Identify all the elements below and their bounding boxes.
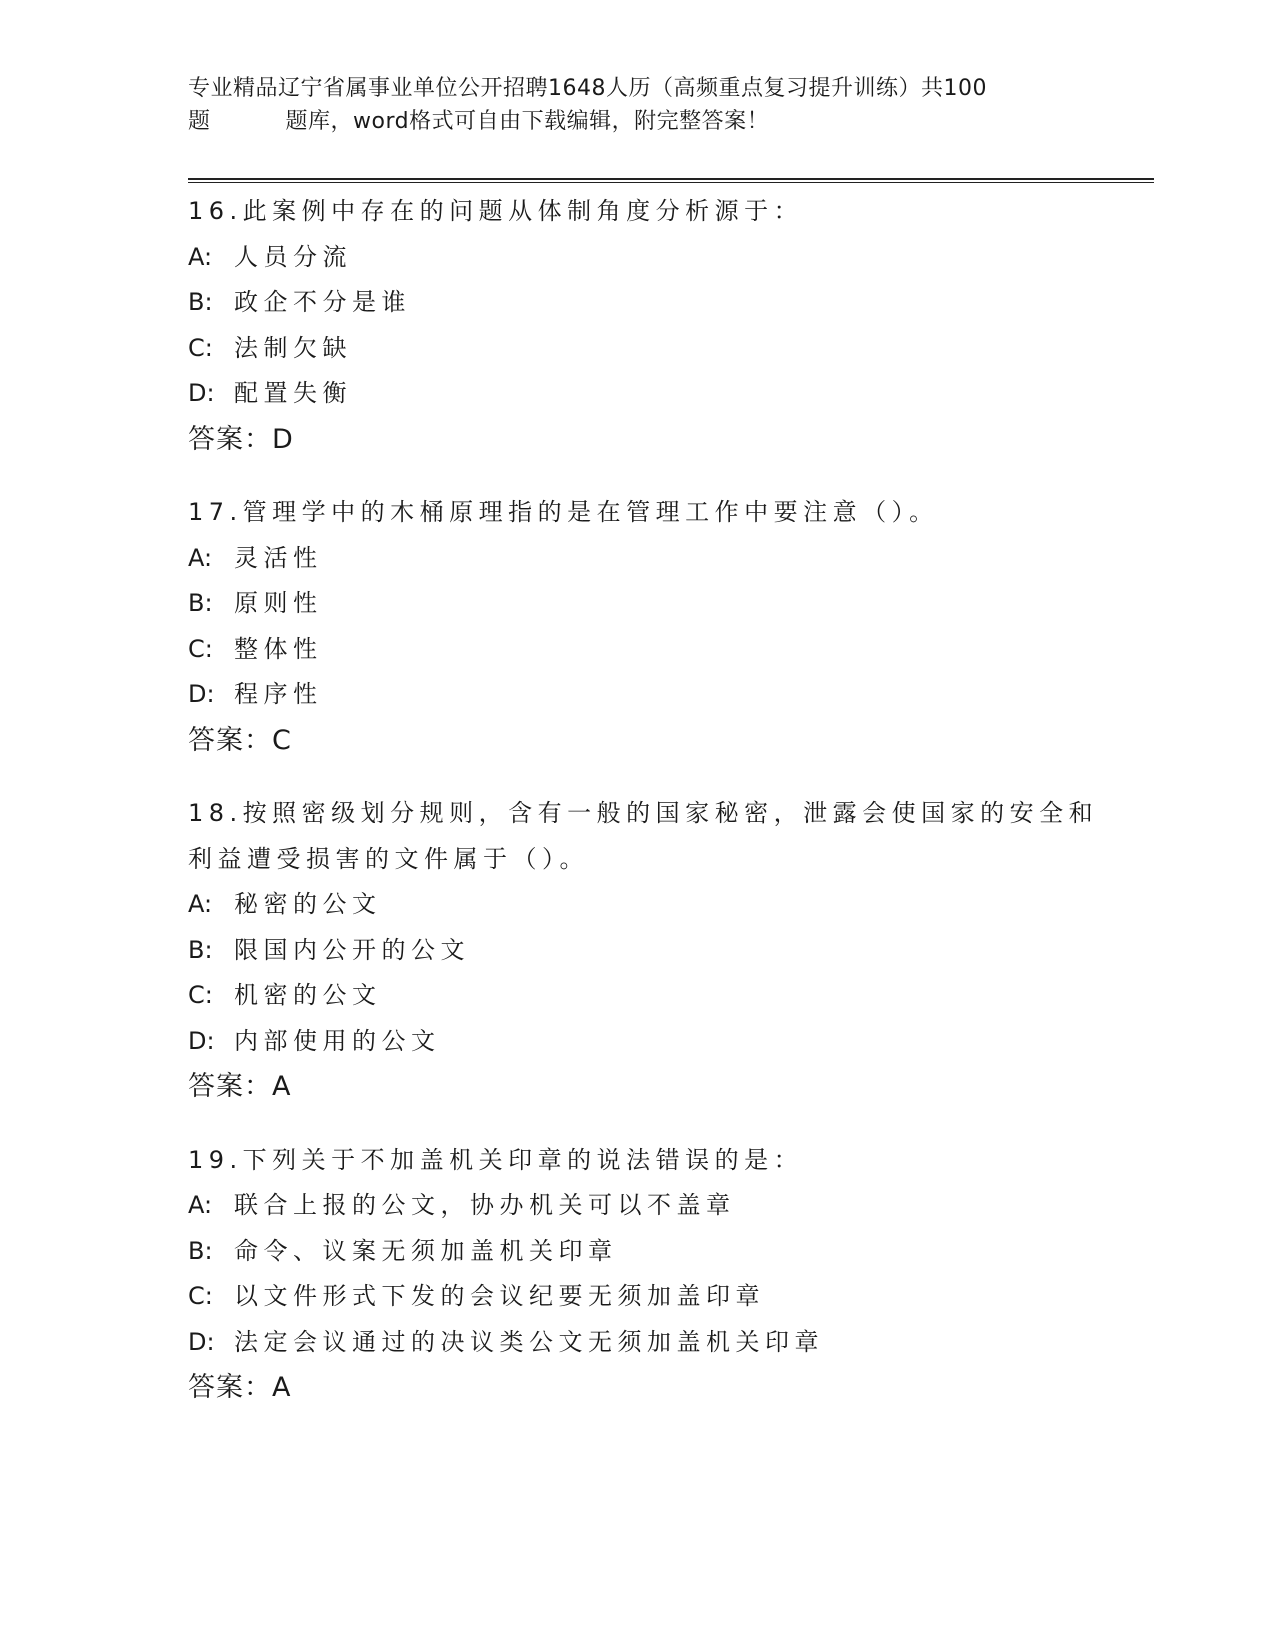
option-letter: C: (188, 1282, 213, 1310)
question-stem (188, 1138, 1148, 1184)
option-text: 程序性 (234, 680, 323, 708)
header-title-line2-left: 题 (188, 109, 211, 134)
question-stem (188, 791, 1148, 837)
question-number: 18. (188, 799, 243, 827)
question-text-line: 下列关于不加盖机关印章的说法错误的是： (242, 1145, 804, 1174)
option-text: 人员分流 (234, 242, 352, 271)
answer-line: 答案：C (188, 724, 292, 756)
option-b (188, 581, 1148, 627)
question-text-line: 管理学中的木桶原理指的是在管理工作中要注意（）。 (242, 498, 939, 526)
option-b (188, 1229, 1148, 1275)
option-letter: B: (188, 935, 213, 964)
option-text: 政企不分是谁 (234, 288, 411, 316)
answer-line: 答案：A (188, 1071, 292, 1102)
option-text: 灵活性 (234, 543, 323, 572)
option-d (188, 672, 1148, 718)
question-text-line: 按照密级划分规则，含有一般的国家秘密，泄露会使国家的安全和 (242, 799, 1099, 827)
option-text: 命令、议案无须加盖机关印章 (234, 1236, 618, 1265)
option-text: 秘密的公文 (234, 890, 382, 918)
answer-line: 答案：A (188, 1372, 292, 1403)
option-letter: D: (188, 379, 215, 407)
option-letter: C: (188, 981, 213, 1009)
option-text: 配置失衡 (234, 379, 352, 407)
option-letter: D: (188, 1327, 215, 1356)
option-a (188, 235, 1148, 281)
option-letter: B: (188, 288, 213, 316)
option-text: 机密的公文 (234, 981, 382, 1009)
question-number: 16. (188, 197, 243, 225)
option-letter: C: (188, 634, 213, 663)
option-c (188, 973, 1148, 1019)
question-16 (188, 189, 1148, 462)
option-letter: D: (188, 1026, 215, 1055)
option-letter: A: (188, 543, 213, 572)
question-19 (188, 1138, 1148, 1411)
header-title-line2-right: 题库，word格式可自由下载编辑，附完整答案！ (285, 109, 770, 134)
option-a (188, 1183, 1148, 1229)
option-text: 联合上报的公文，协办机关可以不盖章 (234, 1191, 736, 1219)
option-text: 以文件形式下发的会议纪要无须加盖印章 (234, 1282, 765, 1310)
question-number: 17. (188, 498, 243, 526)
header-divider-thin (188, 182, 1154, 183)
option-letter: A: (188, 1191, 213, 1219)
question-17 (188, 490, 1148, 763)
option-letter: B: (188, 1236, 213, 1265)
option-letter: A: (188, 890, 213, 918)
option-letter: A: (188, 242, 213, 271)
option-d (188, 1320, 1148, 1366)
option-a (188, 536, 1148, 582)
option-a (188, 882, 1148, 928)
header-title-line1: 专业精品辽宁省属事业单位公开招聘1648人历（高频重点复习提升训练）共100 (188, 76, 987, 101)
option-text: 法制欠缺 (234, 333, 352, 362)
option-d (188, 1019, 1148, 1065)
option-text: 内部使用的公文 (234, 1026, 441, 1055)
document-header (188, 72, 1068, 138)
option-c (188, 326, 1148, 372)
question-18 (188, 791, 1148, 1110)
option-b (188, 928, 1148, 974)
option-text: 原则性 (234, 589, 323, 617)
option-text: 整体性 (234, 634, 323, 663)
option-c (188, 627, 1148, 673)
answer-line: 答案：D (188, 423, 294, 455)
header-divider-thick (188, 178, 1154, 180)
option-text: 限国内公开的公文 (234, 935, 470, 964)
option-letter: D: (188, 680, 215, 708)
header-title-line2 (188, 105, 1068, 138)
option-letter: C: (188, 333, 213, 362)
question-number: 19. (188, 1145, 243, 1174)
question-text-line: 此案例中存在的问题从体制角度分析源于： (242, 197, 804, 225)
question-list (188, 189, 1148, 1439)
option-b (188, 280, 1148, 326)
question-stem-continued (188, 837, 1148, 883)
question-stem (188, 189, 1148, 235)
option-c (188, 1274, 1148, 1320)
option-d (188, 371, 1148, 417)
option-letter: B: (188, 589, 213, 617)
question-text-line: 利益遭受损害的文件属于（）。 (188, 844, 589, 873)
question-stem (188, 490, 1148, 536)
option-text: 法定会议通过的决议类公文无须加盖机关印章 (234, 1327, 824, 1356)
